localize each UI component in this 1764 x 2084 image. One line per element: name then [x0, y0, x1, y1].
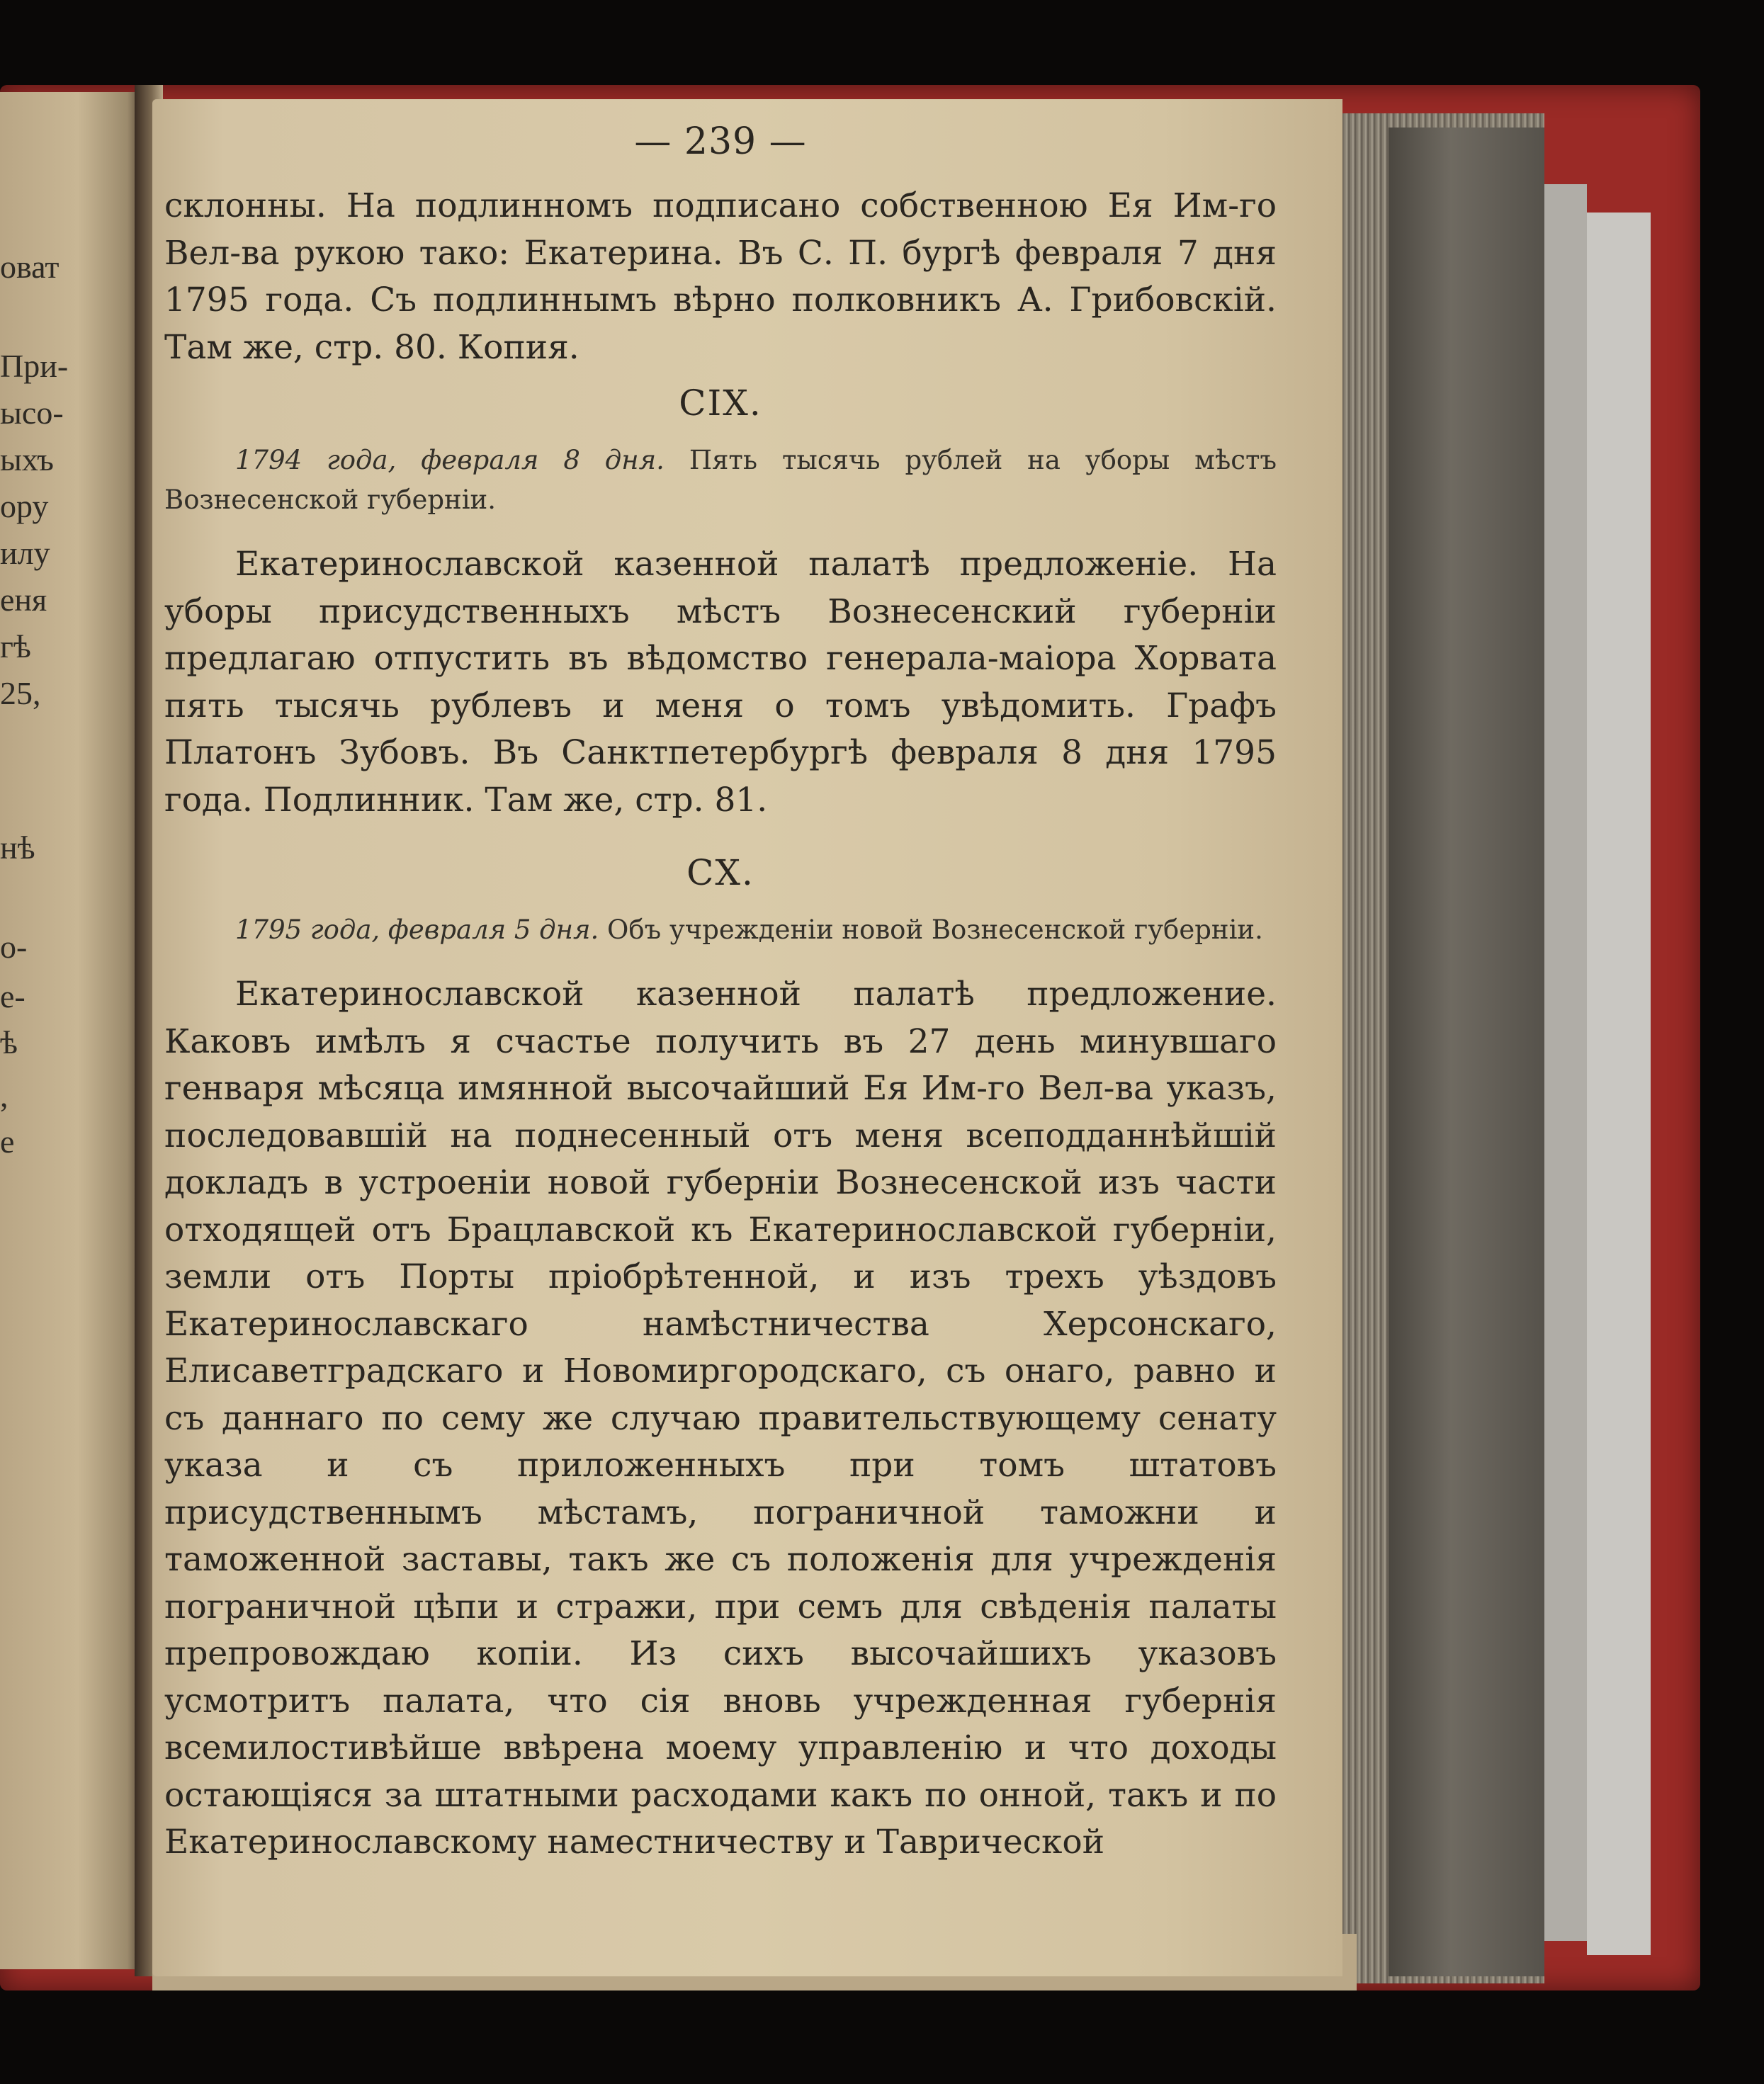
- section-body-text: Екатеринославской казенной палатѣ предложеніе. На уборы присудственныхъ мѣстъ Вознесенский губерніи предлагаю отпустить въ вѣдомство генерала-маіора Хорвата пять тысячь рублевъ и меня о томъ увѣдомить. Графъ Платонъ Зубовъ. Въ Санктпетербургѣ февраля 8 дня 1795 года. Подлинник. Там же, стр. 81.: [164, 545, 1277, 820]
- page-edge-strip: [1587, 213, 1651, 1955]
- left-page-fragment: еня: [0, 582, 47, 618]
- section-summary-text: Объ учрежденіи новой Вознесенской губерніи.: [607, 914, 1263, 945]
- left-page-fragment: ,: [0, 1077, 9, 1114]
- left-page-fragment: ору: [0, 488, 49, 524]
- left-page-fragment: е-: [0, 978, 26, 1014]
- left-page-fragment: ыхъ: [0, 441, 54, 477]
- left-page-fragment: е: [0, 1123, 15, 1160]
- left-page-fragment: ысо-: [0, 395, 64, 431]
- left-page-fragment: гѣ: [0, 628, 31, 664]
- section-date: 1794 года, февраля 8 дня.: [235, 445, 665, 475]
- section-summary: [164, 441, 1277, 520]
- page-text: [164, 120, 1277, 1867]
- left-page-fragment: 25,: [0, 675, 41, 711]
- left-page: [0, 92, 142, 1969]
- left-page-fragment: ѣ: [0, 1024, 18, 1060]
- section-summary-text: Пять тысячь рублей на уборы мѣстъ Вознесенской губерніи.: [164, 445, 1277, 515]
- section-body: [164, 541, 1277, 824]
- section-body: [164, 971, 1277, 1867]
- page-edges-shadow: [1389, 128, 1544, 1976]
- left-page-fragment: При-: [0, 348, 69, 384]
- page-number: — 239 —: [634, 120, 807, 163]
- left-page-fragment: илу: [0, 535, 50, 571]
- section-heading: CIX.: [679, 383, 762, 424]
- opening-paragraph: склонны. На подлинномъ подписано собственною Ея Им-го Вел-ва рукою тако: Екатерина. Въ С. П. бургѣ февраля 7 дня 1795 года. Съ подлиннымъ вѣрно полковникъ А. Грибовскій. Там же, стр. 80. Копия.: [164, 186, 1277, 367]
- left-page-fragment: о-: [0, 929, 28, 965]
- section-heading: CX.: [686, 852, 754, 893]
- left-page-fragment: оват: [0, 249, 60, 285]
- section-date: 1795 года, февраля 5 дня.: [235, 914, 599, 945]
- left-page-fragment: нѣ: [0, 829, 35, 866]
- section-body-text: Екатеринославской казенной палатѣ предложение. Каковъ имѣлъ я счастье получить въ 27 день минувшаго генваря мѣсяца имянной высочайший Ея Им-го Вел-ва указъ, последовавшій на поднесенный отъ меня всеподданнѣйшій докладъ в устроеніи новой губерніи Вознесенской изъ части отходящей отъ Брацлавской къ Екатеринославской губерніи, земли отъ Порты пріобрѣтенной, и изъ трехъ уѣздовъ Екатеринославскаго намѣстничества Херсонскаго, Елисаветградскаго и Новомиргородскаго, съ онаго, равно и съ даннаго по сему же случаю правительствующему сенату указа и съ приложенныхъ при томъ штатовъ присудственнымъ мѣстамъ, пограничной таможни и таможенной заставы, такъ же съ положенія для учрежденія пограничной цѣпи и стражи, при семъ для свѣденія палаты препровождаю копіи. Из сихъ высочайшихъ указовъ усмотритъ палата, что сія вновь учрежденная губернія всемилостивѣйше ввѣрена моему управленію и что доходы остающіяся за штатными расходами какъ по онной, такъ и по Екатеринославскому наместничеству и Таврической: [164, 975, 1277, 1862]
- page-edge-strip: [1544, 184, 1587, 1941]
- section-summary: [164, 910, 1277, 950]
